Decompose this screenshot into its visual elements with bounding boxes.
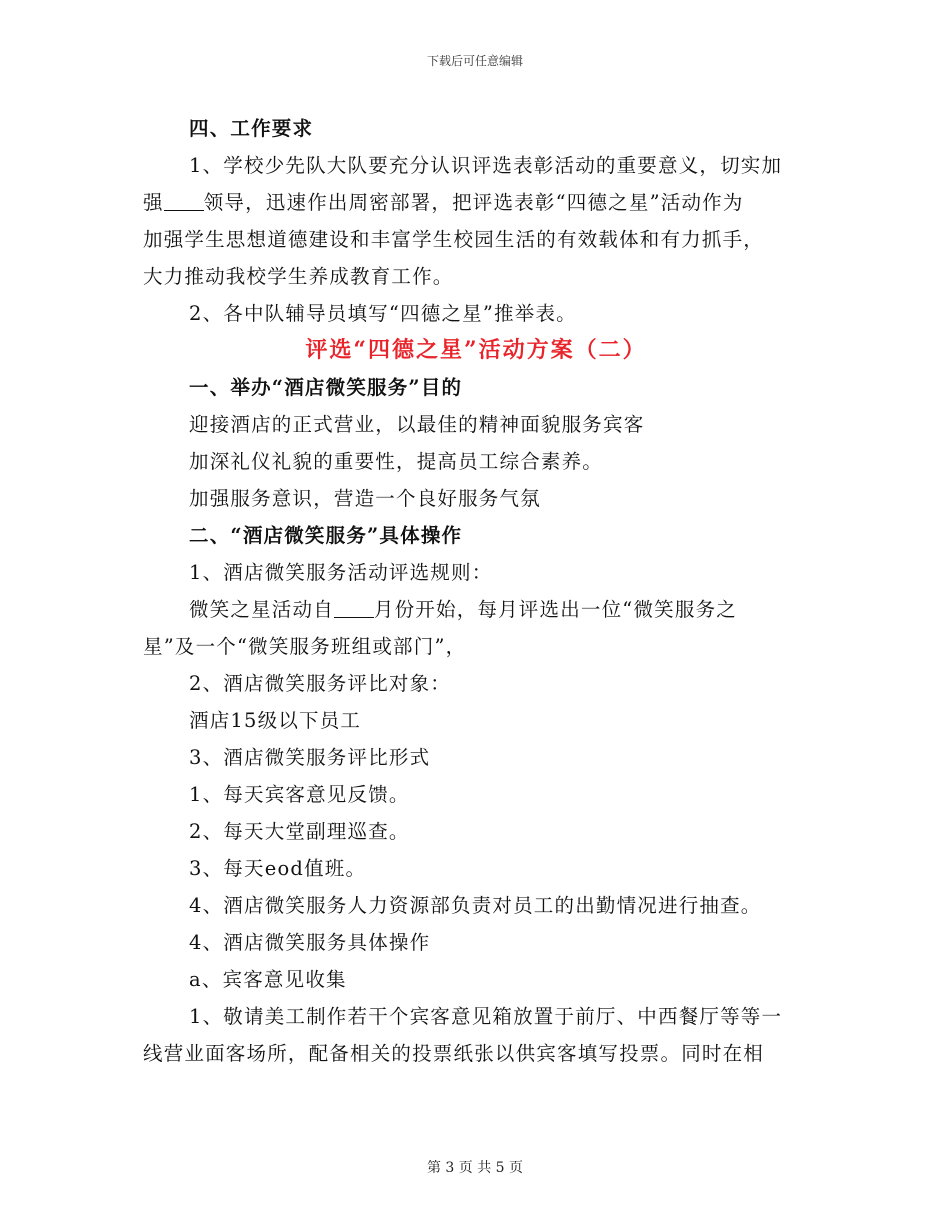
purpose-item: 加深礼仪礼貌的重要性，提高员工综合素养。 [189, 450, 604, 473]
paragraph-text: 微笑之星活动自 [189, 598, 334, 621]
paragraph-line [143, 184, 809, 221]
subheading-form: 3、酒店微笑服务评比形式 [189, 746, 431, 769]
purpose-item: 加强服务意识，营造一个良好服务气氛 [189, 487, 541, 510]
page-footer: 第 3 页 共 5 页 [426, 1160, 524, 1176]
paragraph-line: 加强学生思想道德建设和丰富学生校园生活的有效载体和有力抓手， [143, 228, 765, 251]
section-heading-work-requirements: 四、工作要求 [189, 117, 314, 140]
paragraph-line: 线营业面客场所，配备相关的投票纸张以供宾客填写投票。同时在相 [143, 1042, 765, 1065]
paragraph-line [143, 591, 809, 628]
paragraph-text: 领导，迅速作出周密部署，把评选表彰“四德之星”活动作为 [203, 191, 744, 214]
form-item: 1、每天宾客意见反馈。 [189, 783, 410, 806]
purpose-item: 迎接酒店的正式营业，以最佳的精神面貌服务宾客 [189, 413, 645, 436]
paragraph-line: 1、学校少先队大队要充分认识评选表彰活动的重要意义，切实加 [189, 154, 783, 177]
paragraph-line: 1、敬请美工制作若干个宾客意见箱放置于前厅、中西餐厅等等一 [189, 1005, 783, 1028]
document-body [143, 110, 809, 1072]
section-heading-purpose: 一、举办“酒店微笑服务”目的 [189, 376, 463, 399]
form-item: 2、每天大堂副理巡查。 [189, 820, 410, 843]
subheading-guest-feedback: a、宾客意见收集 [189, 968, 347, 991]
plan-title: 评选“四德之星”活动方案（二） [305, 337, 647, 363]
paragraph-line: 酒店15级以下员工 [189, 709, 362, 732]
paragraph-line: 2、各中队辅导员填写“四德之星”推举表。 [189, 302, 577, 325]
subheading-target: 2、酒店微笑服务评比对象： [189, 672, 452, 695]
fill-in-blank [164, 188, 204, 211]
section-heading-operations: 二、“酒店微笑服务”具体操作 [189, 524, 463, 547]
fill-in-blank [334, 595, 374, 618]
form-item: 3、每天eod值班。 [189, 857, 367, 880]
page-header: 下载后可任意编辑 [426, 54, 523, 68]
subheading-rules: 1、酒店微笑服务活动评选规则： [189, 561, 493, 584]
subheading-operations: 4、酒店微笑服务具体操作 [189, 931, 431, 954]
paragraph-text: 强 [143, 191, 164, 214]
paragraph-text: 月份开始，每月评选出一位“微笑服务之 [373, 598, 737, 621]
form-item: 4、酒店微笑服务人力资源部负责对员工的出勤情况进行抽查。 [189, 894, 762, 917]
paragraph-line: 星”及一个“微笑服务班组或部门”， [143, 635, 467, 658]
paragraph-line: 大力推动我校学生养成教育工作。 [143, 265, 454, 288]
